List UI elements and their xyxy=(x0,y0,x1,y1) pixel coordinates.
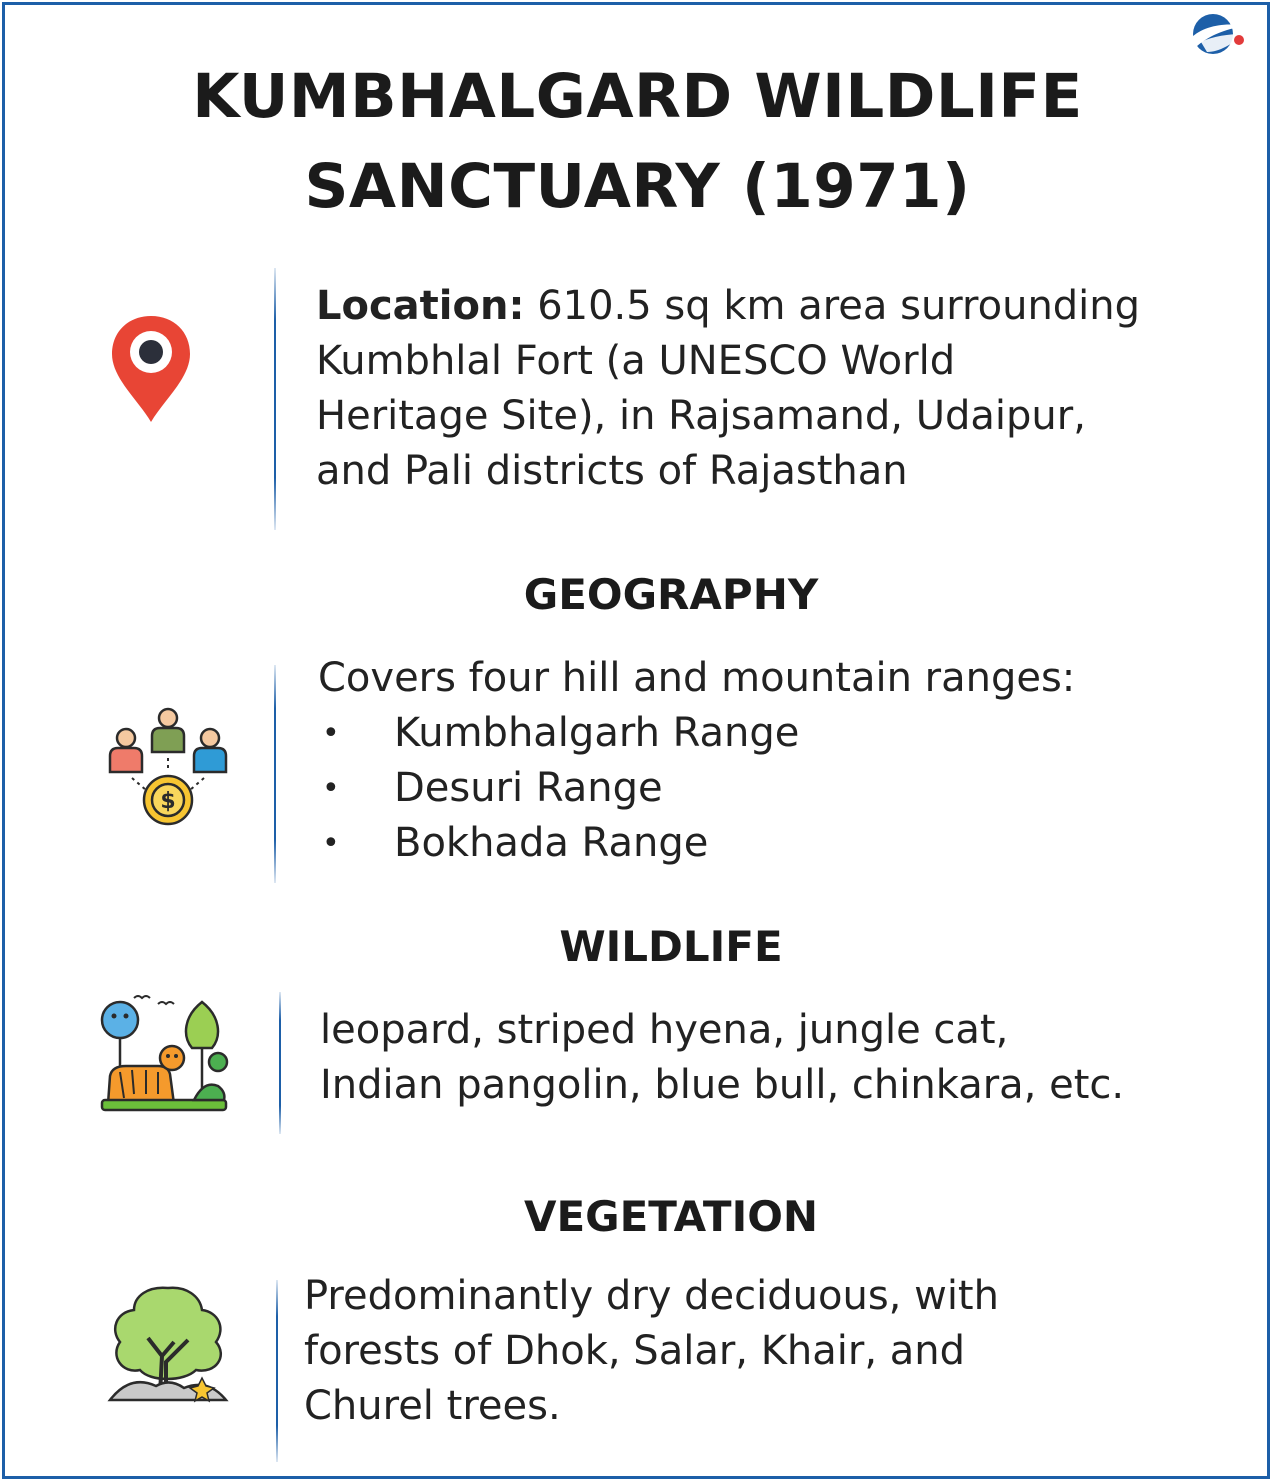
wildlife-text xyxy=(320,1003,1124,1113)
wildlife-heading: WILDLIFE xyxy=(559,922,783,971)
title-line-2: SANCTUARY (1971) xyxy=(304,151,971,222)
people-money-icon xyxy=(104,704,232,830)
location-text xyxy=(316,279,1140,499)
vegetation-line-1: Predominantly dry deciduous, with xyxy=(304,1273,999,1319)
list-item: • Kumbhalgarh Range xyxy=(318,706,1075,761)
location-divider xyxy=(274,268,276,530)
vegetation-line-3: Churel trees. xyxy=(304,1383,561,1429)
location-line-1: 610.5 sq km area surrounding xyxy=(537,283,1141,329)
wildlife-line-1: leopard, striped hyena, jungle cat, xyxy=(320,1007,1009,1053)
geography-divider xyxy=(274,665,276,883)
wildlife-divider xyxy=(279,992,281,1134)
vegetation-line-2: forests of Dhok, Salar, Khair, and xyxy=(304,1328,966,1374)
geography-intro: Covers four hill and mountain ranges: xyxy=(318,655,1076,701)
ranges-list xyxy=(318,706,1075,871)
tiger-habitat-icon xyxy=(98,994,230,1114)
location-label: Location: xyxy=(316,283,525,329)
vegetation-heading: VEGETATION xyxy=(523,1192,819,1241)
list-item: • Desuri Range xyxy=(318,761,1075,816)
title-line-1: KUMBHALGARD WILDLIFE xyxy=(192,61,1083,132)
geography-heading: GEOGRAPHY xyxy=(523,570,819,619)
list-item: • Bokhada Range xyxy=(318,816,1075,871)
geography-text xyxy=(318,651,1075,871)
map-pin-icon xyxy=(108,312,194,426)
vegetation-text xyxy=(304,1269,999,1434)
vegetation-divider xyxy=(276,1280,278,1462)
location-line-3: Heritage Site), in Rajsamand, Udaipur, xyxy=(316,393,1086,439)
tree-icon xyxy=(104,1282,232,1406)
wildlife-line-2: Indian pangolin, blue bull, chinkara, etc. xyxy=(320,1062,1125,1108)
page-title xyxy=(0,52,1275,232)
svg-text:$: $ xyxy=(160,789,176,814)
location-line-2: Kumbhlal Fort (a UNESCO World xyxy=(316,338,956,384)
location-line-4: and Pali districts of Rajasthan xyxy=(316,448,908,494)
